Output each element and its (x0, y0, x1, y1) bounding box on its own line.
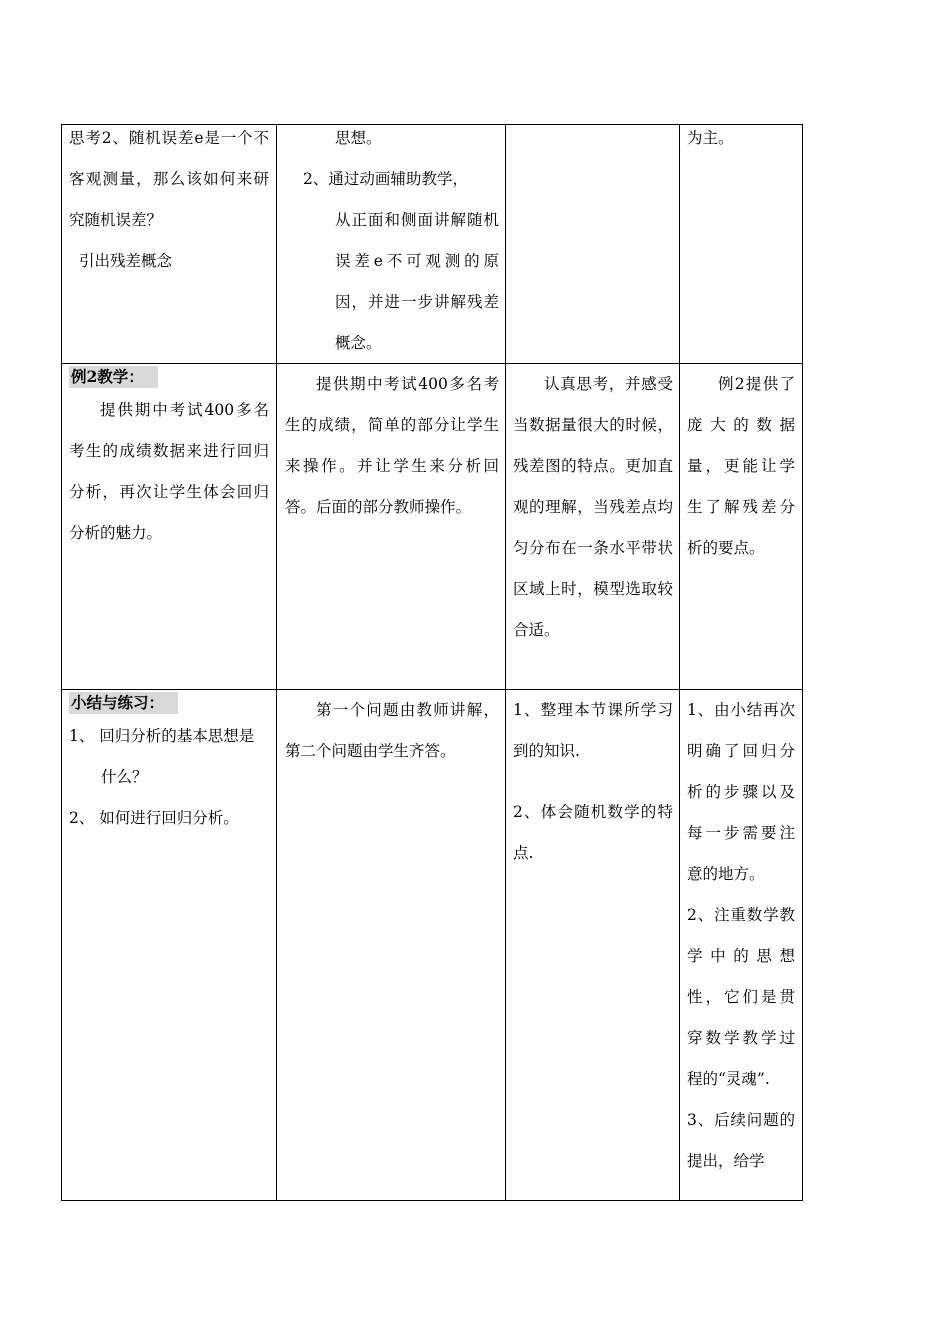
row3-col2-text: 第一个问题由教师讲解，第二个问题由学生齐答。 (285, 701, 499, 760)
row3-col1-item1: 1、 回归分析的基本思想是 (69, 727, 255, 745)
row1-col2-line1: 思想。 (335, 129, 382, 147)
row3-col3-item2: 2、体会随机数学的特点. (513, 803, 673, 862)
row3-col4-item3: 3、后续问题的提出，给学 (687, 1111, 795, 1170)
row1-col2-line2: 2、通过动画辅助教学， (303, 170, 468, 188)
row1-col1-text: 思考2、随机误差e是一个不客观测量，那么该如何来研究随机误差？ (69, 129, 269, 229)
table-border-left (61, 124, 62, 1201)
row2-col2 (285, 364, 499, 528)
column-divider-2 (505, 124, 506, 1201)
row3-col1-item2: 2、 如何进行回归分析。 (69, 809, 239, 827)
row1-col4 (687, 118, 795, 159)
row3-col1 (69, 692, 269, 839)
lesson-plan-table (61, 124, 803, 1201)
table-border-bottom (61, 1200, 803, 1201)
row3-title: 小结与练习： (69, 692, 178, 714)
row3-col4-item2: 2、注重数学教学中的思想性，它们是贯穿数学教学过程的“灵魂”. (687, 906, 795, 1088)
row2-col1 (69, 366, 269, 554)
row1-col1-note: 引出残差概念 (79, 252, 173, 270)
row2-col1-text: 提供期中考试400多名考生的成绩数据来进行回归分析，再次让学生体会回归分析的魅力。 (69, 401, 269, 542)
row2-col3 (513, 364, 673, 651)
row2-col4 (687, 364, 795, 569)
row1-col2 (285, 118, 499, 364)
column-divider-3 (679, 124, 680, 1201)
row2-col3-text: 认真思考，并感受当数据量很大的时候，残差图的特点。更加直观的理解，当残差点均匀分布在一条水平带状区域上时，模型选取较合适。 (513, 375, 673, 639)
row3-col4-item1: 1、由小结再次明确了回归分析的步骤以及每一步需要注意的地方。 (687, 701, 795, 883)
table-border-right (802, 124, 803, 1201)
row2-col4-text: 例2提供了庞大的数据量，更能让学生了解残差分析的要点。 (687, 375, 795, 557)
row3-col3 (513, 690, 673, 874)
row2-title: 例2教学： (69, 366, 158, 388)
row2-col2-text: 提供期中考试400多名考生的成绩，简单的部分让学生来操作。并让学生来分析回答。后面的部分教师操作。 (285, 375, 499, 516)
row1-col2-line3: 从正面和侧面讲解随机误差e不可观测的原因，并进一步讲解残差概念。 (335, 211, 499, 352)
column-divider-1 (276, 124, 277, 1201)
row3-col1-item1-cont: 什么？ (101, 768, 148, 786)
row1-col4-text: 为主。 (687, 129, 734, 147)
row3-col4 (687, 690, 795, 1200)
row3-col3-item1: 1、整理本节课所学习到的知识. (513, 701, 673, 760)
row3-col2 (285, 690, 499, 772)
row1-col1 (69, 118, 269, 282)
